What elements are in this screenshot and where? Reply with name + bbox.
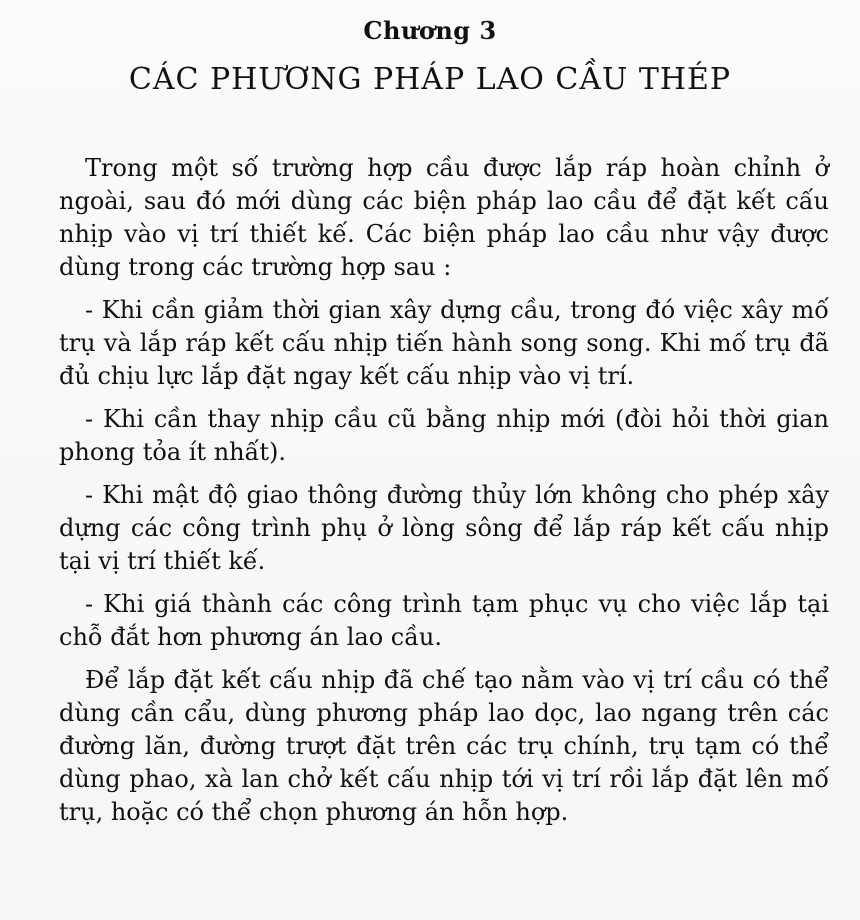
paragraph-case-1: - Khi cần giảm thời gian xây dựng cầu, trong đó việc xây mố trụ và lắp ráp kết cấu nhịp tiến hành song song. Khi mố trụ đã đủ chịu lực lắp đặt ngay kết cấu nhịp vào vị trí. xyxy=(59,296,829,390)
chapter-title: CÁC PHƯƠNG PHÁP LAO CẦU THÉP xyxy=(128,62,732,97)
paragraph-conclusion: Để lắp đặt kết cấu nhịp đã chế tạo nằm vào vị trí cầu có thể dùng cần cẩu, dùng phương pháp lao dọc, lao ngang trên các đường lăn, đường trượt đặt trên các trụ chính, trụ tạm có thể dùng phao, xà lan chở kết cấu nhịp tới vị trí rồi lắp đặt lên mố trụ, hoặc có thể chọn phương án hỗn hợp. xyxy=(59,666,829,826)
paragraph-intro: Trong một số trường hợp cầu được lắp ráp hoàn chỉnh ở ngoài, sau đó mới dùng các biện pháp lao cầu để đặt kết cấu nhịp vào vị trí thiết kế. Các biện pháp lao cầu như vậy được dùng trong các trường hợp sau : xyxy=(59,154,829,281)
paragraph-case-4: - Khi giá thành các công trình tạm phục vụ cho việc lắp tại chỗ đắt hơn phương án lao cầu. xyxy=(59,590,829,651)
chapter-number: Chương 3 xyxy=(363,16,497,45)
paragraph-case-2: - Khi cần thay nhịp cầu cũ bằng nhịp mới (đòi hỏi thời gian phong tỏa ít nhất). xyxy=(59,405,829,466)
body-text xyxy=(59,152,829,839)
paragraph-case-3: - Khi mật độ giao thông đường thủy lớn không cho phép xây dựng các công trình phụ ở lòng sông để lắp ráp kết cấu nhịp tại vị trí thiết kế. xyxy=(59,481,829,575)
